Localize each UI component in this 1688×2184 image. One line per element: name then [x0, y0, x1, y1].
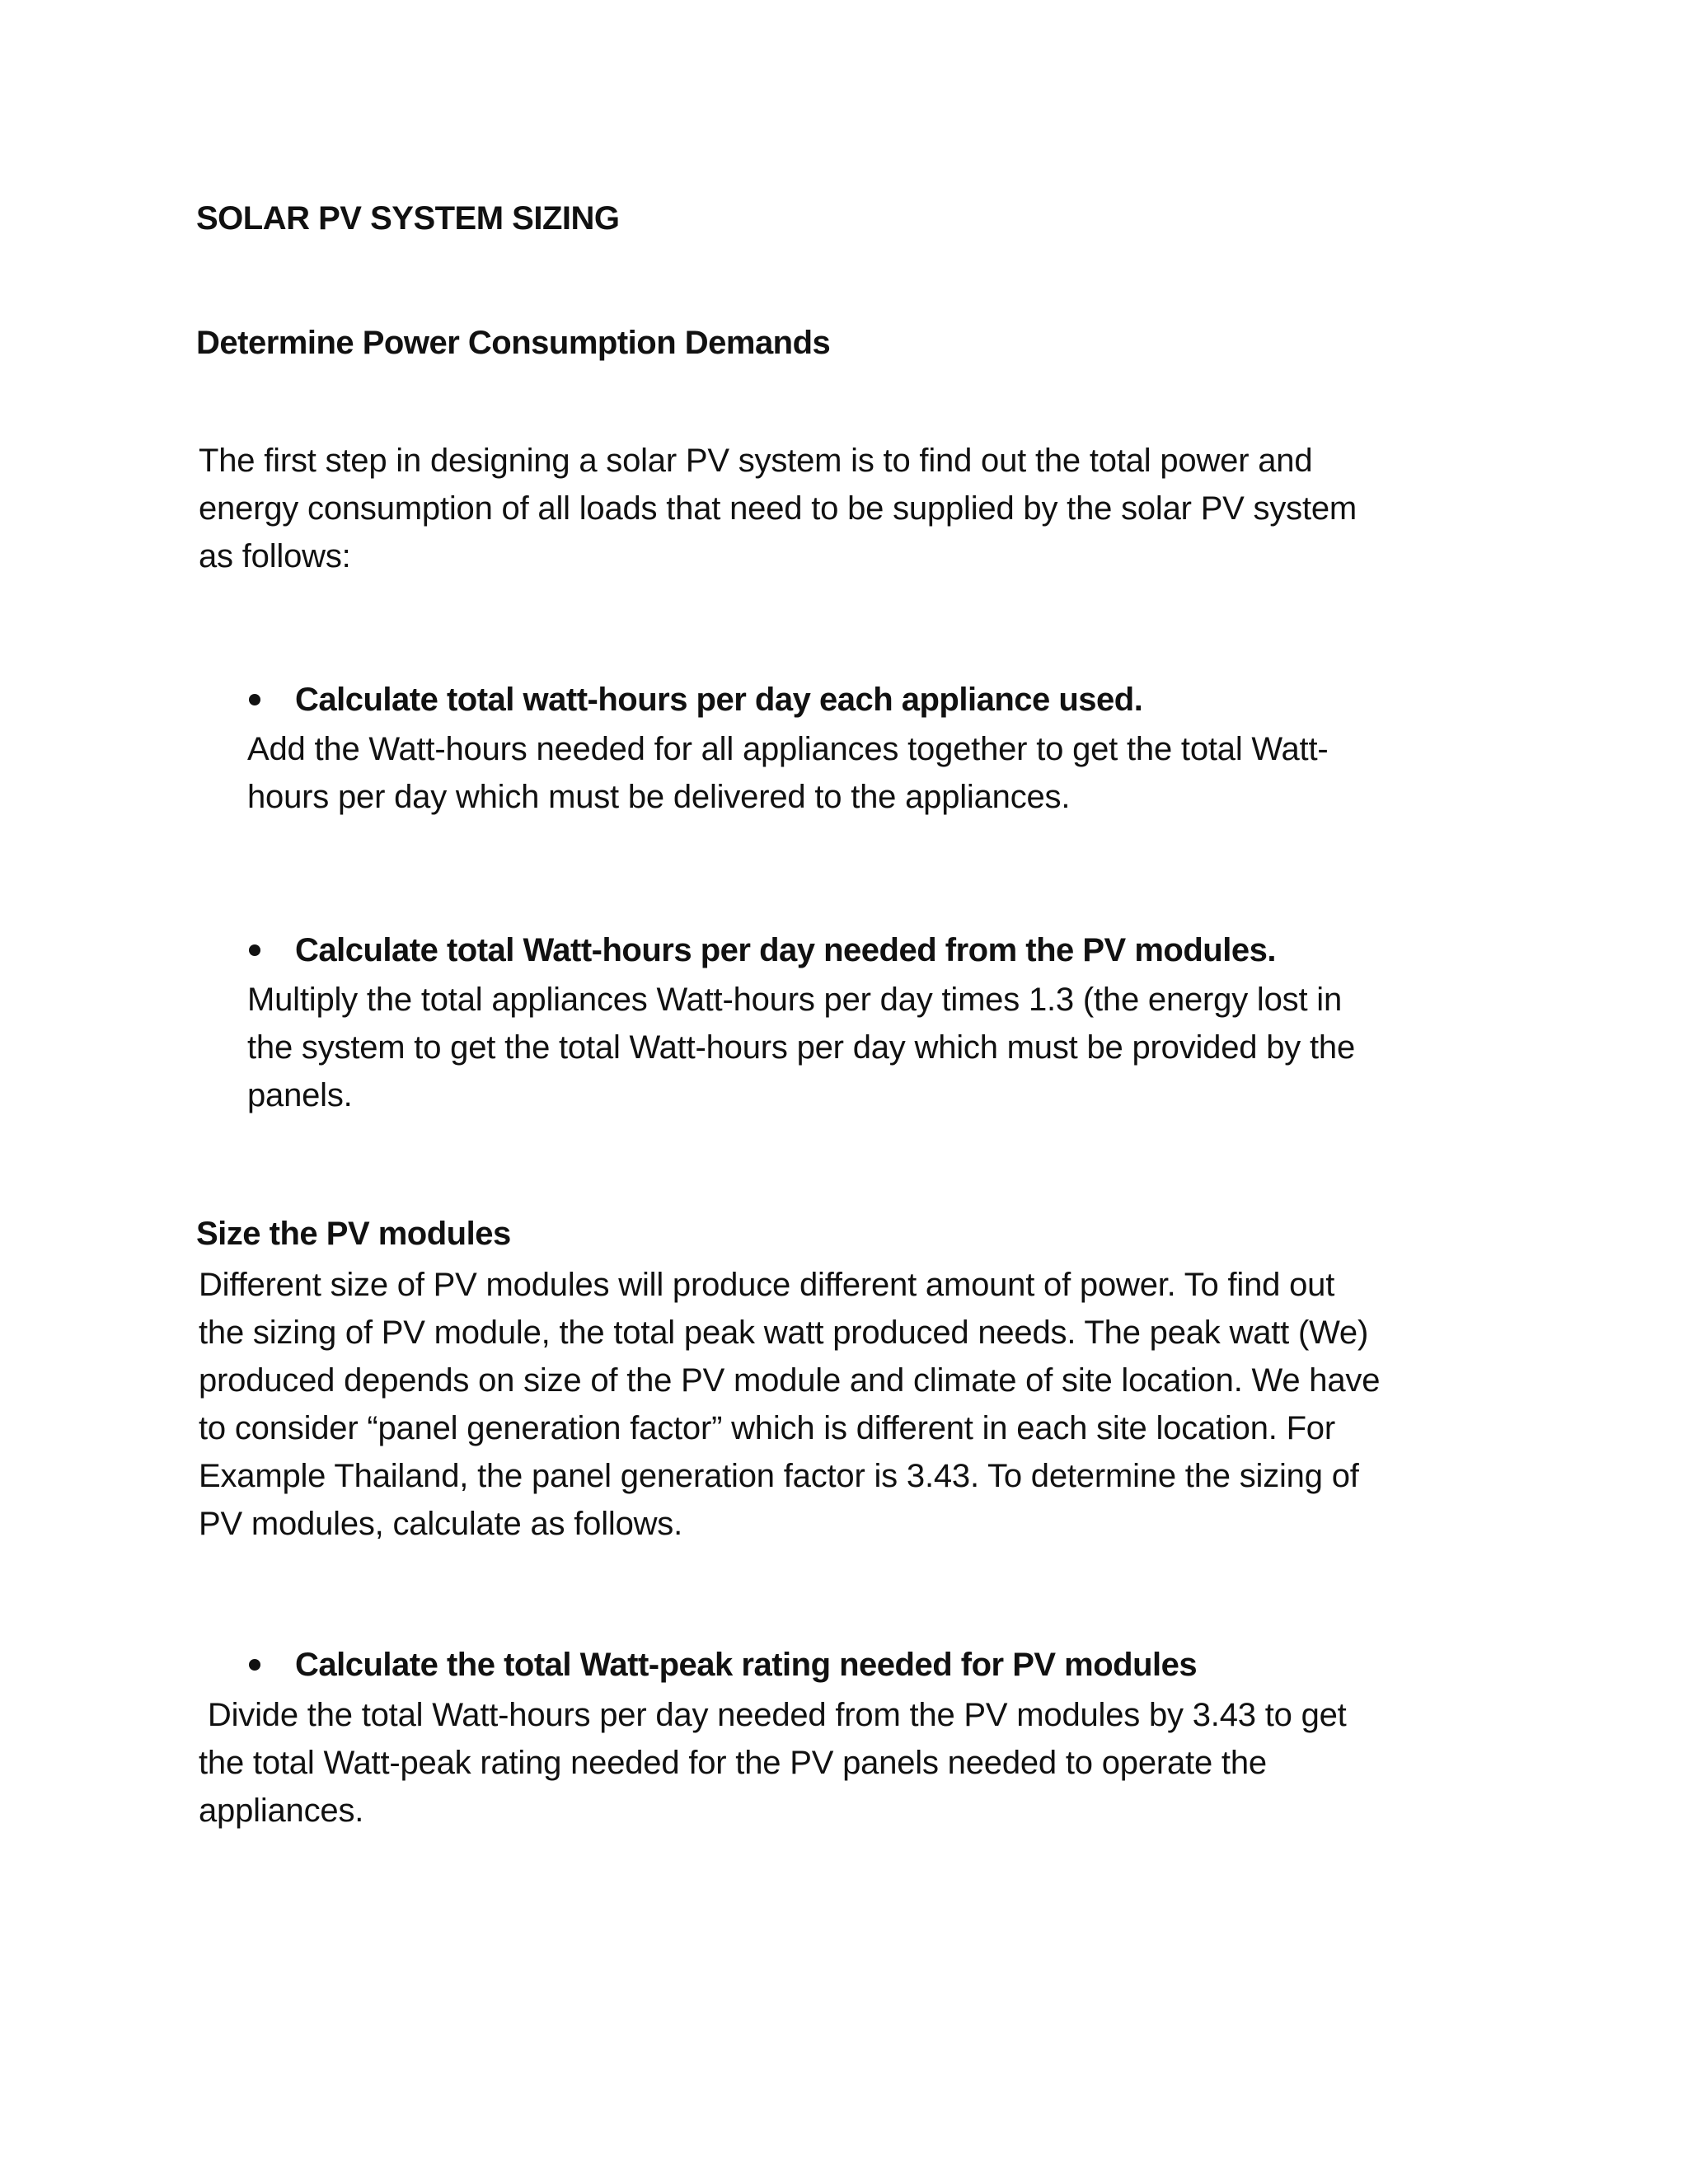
bullet-text-line: Divide the total Watt-hours per day needed from the PV modules by 3.43 to get	[199, 1697, 1347, 1733]
bullet-text-line: panels.	[247, 1077, 353, 1113]
bullet-text-line: the system to get the total Watt-hours per day which must be provided by the	[247, 1029, 1355, 1066]
section-heading-size-pv-modules: Size the PV modules	[196, 1216, 511, 1252]
bullet-text-line: hours per day which must be delivered to the appliances.	[247, 779, 1071, 815]
intro-line-2: energy consumption of all loads that need to be supplied by the solar PV system	[199, 490, 1357, 527]
intro-line-1: The first step in designing a solar PV system is to find out the total power and	[199, 443, 1313, 479]
bullet-text-line: Add the Watt-hours needed for all appliances together to get the total Watt-	[247, 731, 1329, 767]
section-heading-power-demands: Determine Power Consumption Demands	[196, 325, 831, 361]
section-text-line: Example Thailand, the panel generation factor is 3.43. To determine the sizing of	[199, 1458, 1359, 1494]
section-text-line: produced depends on size of the PV module and climate of site location. We have	[199, 1362, 1381, 1399]
bullet-title-watt-peak-rating: Calculate the total Watt-peak rating needed for PV modules	[295, 1647, 1198, 1683]
bullet-icon	[249, 1659, 260, 1671]
bullet-icon	[249, 694, 260, 705]
section-text-line: Different size of PV modules will produce different amount of power. To find out	[199, 1267, 1335, 1303]
section-text-line: to consider “panel generation factor” which is different in each site location. For	[199, 1410, 1335, 1446]
bullet-icon	[249, 944, 260, 956]
bullet-title-pv-watt-hours: Calculate total Watt-hours per day needed from the PV modules.	[295, 932, 1276, 968]
section-text-line: the sizing of PV module, the total peak watt produced needs. The peak watt (We)	[199, 1315, 1369, 1351]
bullet-text-line: the total Watt-peak rating needed for the PV panels needed to operate the	[199, 1745, 1267, 1781]
section-text-line: PV modules, calculate as follows.	[199, 1506, 683, 1542]
bullet-text-line: appliances.	[199, 1793, 364, 1829]
intro-line-3: as follows:	[199, 538, 351, 574]
bullet-text-line: Multiply the total appliances Watt-hours per day times 1.3 (the energy lost in	[247, 982, 1343, 1018]
document-title: SOLAR PV SYSTEM SIZING	[196, 200, 620, 237]
bullet-title-appliance-watt-hours: Calculate total watt-hours per day each appliance used.	[295, 682, 1143, 718]
